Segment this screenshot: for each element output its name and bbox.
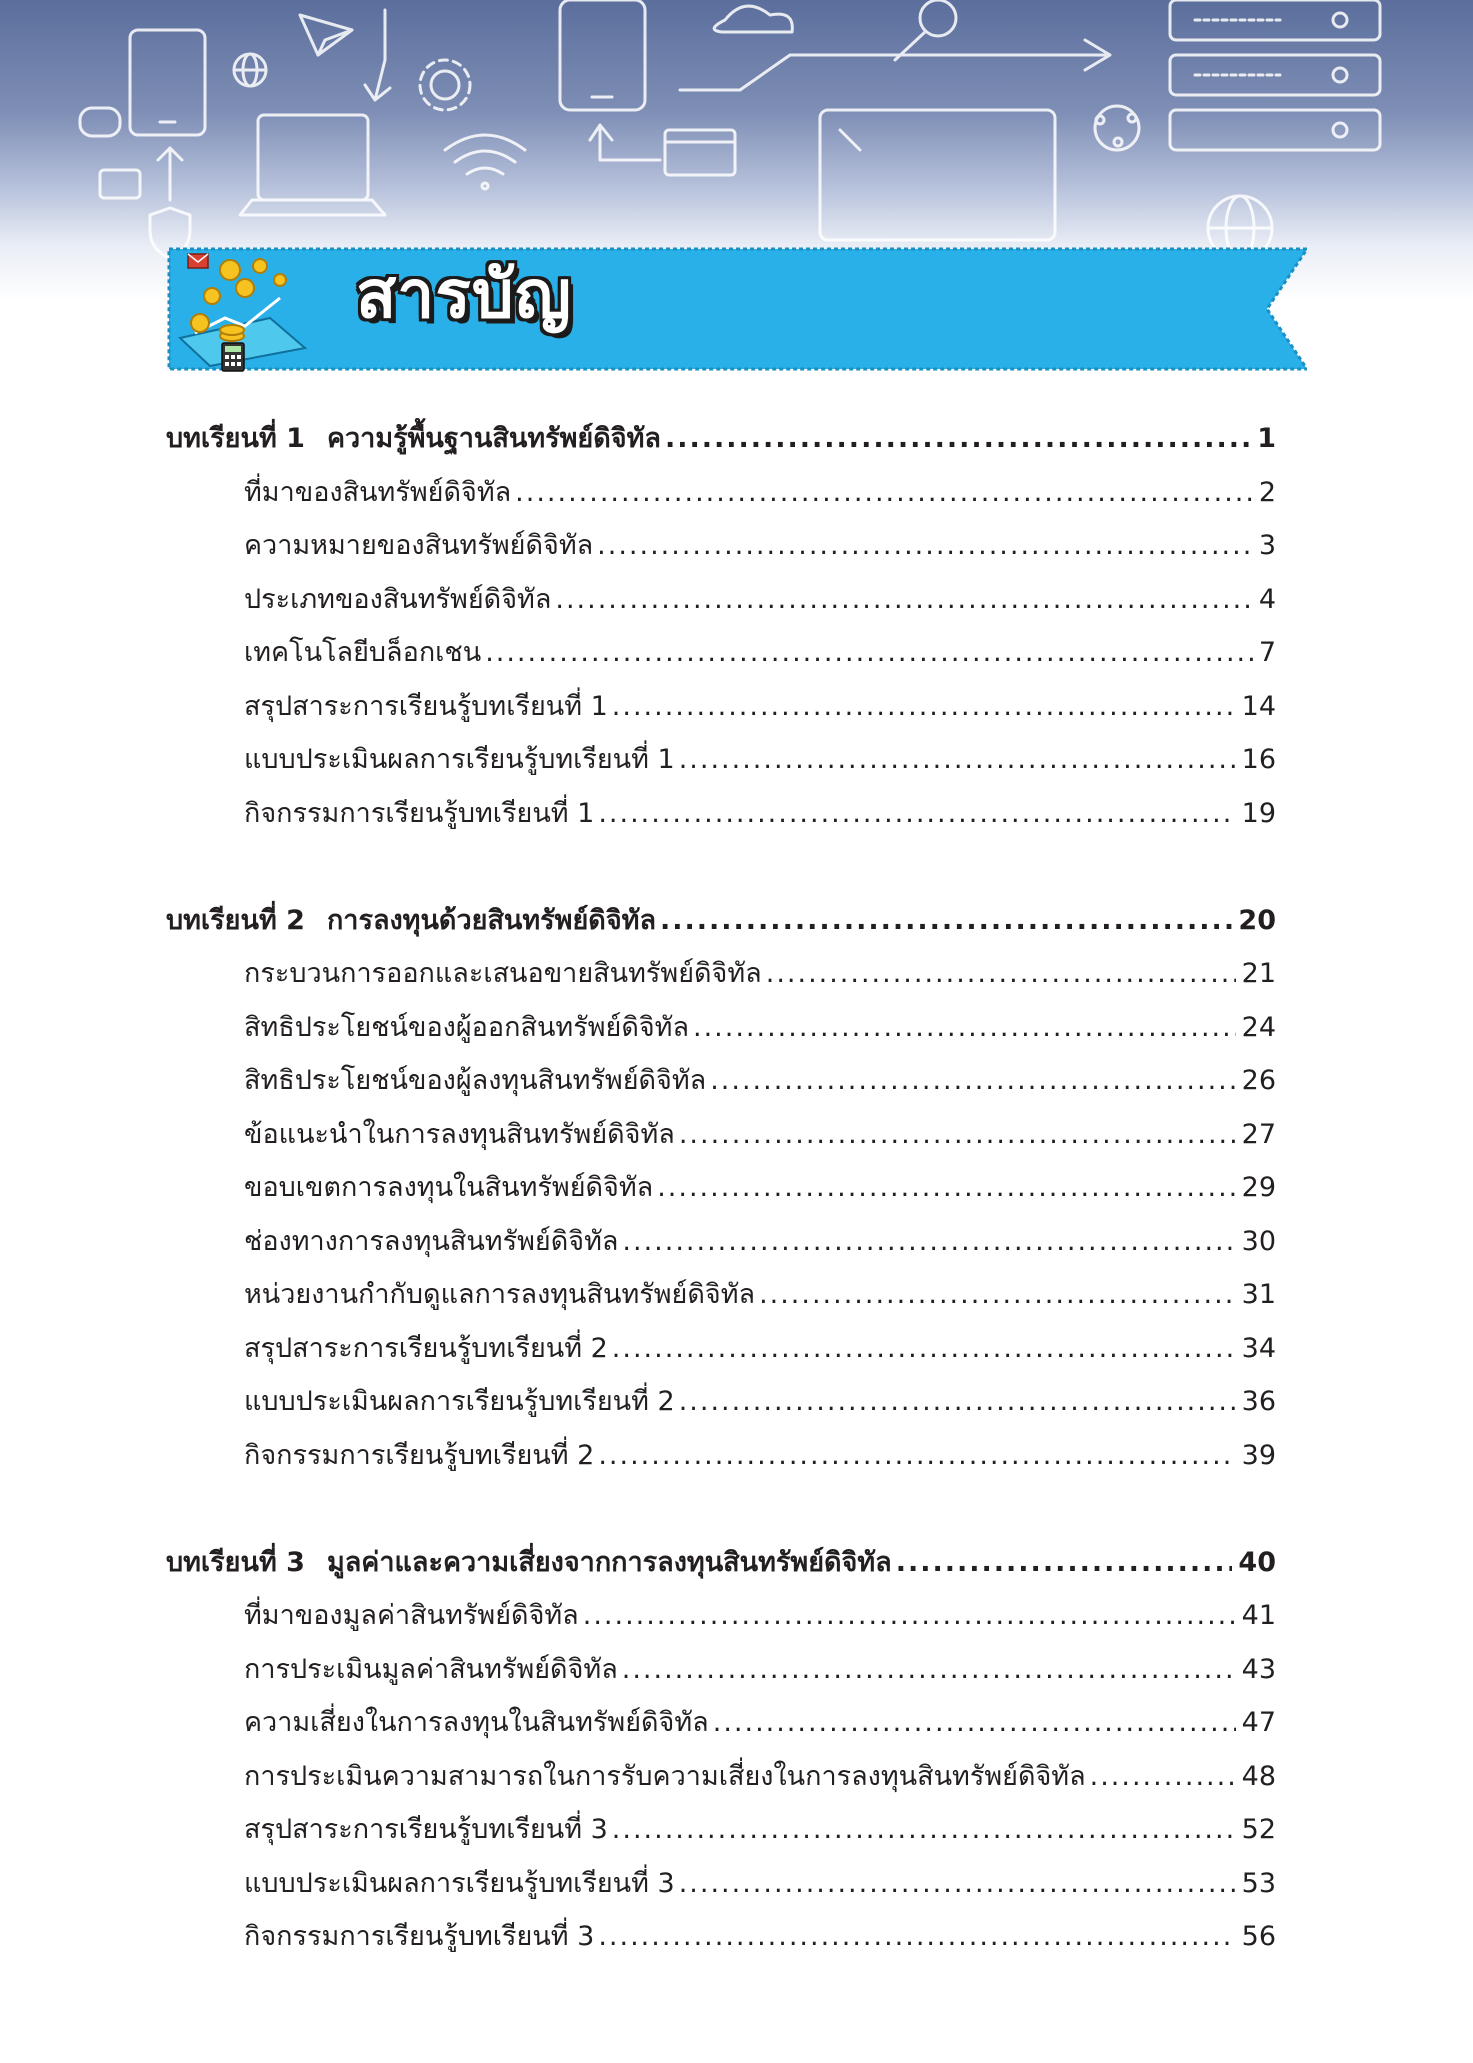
item-title: แบบประเมินผลการเรียนรู้บทเรียนที่ 3: [244, 1868, 675, 1899]
page-number: 21: [1241, 958, 1276, 989]
dot-leader: [896, 1545, 1233, 1581]
toc-item[interactable]: [244, 1438, 1276, 1478]
dot-leader: [679, 1384, 1236, 1420]
toc-item[interactable]: [244, 635, 1276, 675]
chapter-number: บทเรียนที่ 3: [166, 1547, 305, 1578]
toc-item[interactable]: [244, 528, 1276, 568]
page-number: 48: [1241, 1761, 1276, 1792]
dot-leader: [622, 1224, 1235, 1260]
toc-item[interactable]: [244, 1812, 1276, 1852]
toc-item[interactable]: [244, 1652, 1276, 1692]
chapter-2-entry[interactable]: [166, 903, 1276, 943]
dot-leader: [710, 1063, 1235, 1099]
item-title: กิจกรรมการเรียนรู้บทเรียนที่ 3: [244, 1921, 595, 1952]
item-title: ที่มาของมูลค่าสินทรัพย์ดิจิทัล: [244, 1600, 579, 1631]
page-number: 36: [1241, 1386, 1276, 1417]
page-number: 7: [1258, 637, 1276, 668]
dot-leader: [583, 1598, 1236, 1634]
dot-leader: [612, 689, 1236, 725]
page-number: 14: [1241, 691, 1276, 722]
item-title: ที่มาของสินทรัพย์ดิจิทัล: [244, 477, 512, 508]
chapter-number: บทเรียนที่ 2: [166, 905, 305, 936]
toc-item[interactable]: [244, 1063, 1276, 1103]
toc-item[interactable]: [244, 796, 1276, 836]
chapter-3-entry[interactable]: [166, 1545, 1276, 1585]
toc-item[interactable]: [244, 1224, 1276, 1264]
item-title: กิจกรรมการเรียนรู้บทเรียนที่ 1: [244, 798, 595, 829]
toc-item[interactable]: [244, 956, 1276, 996]
dot-leader: [555, 582, 1252, 618]
toc-item[interactable]: [244, 1384, 1276, 1424]
dot-leader: [657, 1170, 1235, 1206]
page-number: 24: [1241, 1012, 1276, 1043]
page-number: 1: [1257, 423, 1276, 454]
toc-item[interactable]: [244, 1170, 1276, 1210]
dot-leader: [1090, 1759, 1236, 1795]
toc-item[interactable]: [244, 1598, 1276, 1638]
toc-item[interactable]: [244, 475, 1276, 515]
dot-leader: [713, 1705, 1236, 1741]
calculator-icon: [222, 343, 244, 371]
dot-leader: [598, 1438, 1235, 1474]
dot-leader: [515, 475, 1253, 511]
dot-leader: [485, 635, 1253, 671]
chat-icon: [80, 108, 120, 136]
item-title: สรุปสาระการเรียนรู้บทเรียนที่ 1: [244, 691, 608, 722]
dot-leader: [759, 1277, 1236, 1313]
toc-item[interactable]: [244, 1331, 1276, 1371]
item-title: ช่องทางการลงทุนสินทรัพย์ดิจิทัล: [244, 1226, 619, 1257]
dot-leader: [693, 1010, 1236, 1046]
toc-item[interactable]: [244, 689, 1276, 729]
globe-icon: [234, 54, 266, 86]
item-title: หน่วยงานกำกับดูแลการลงทุนสินทรัพย์ดิจิทัล: [244, 1279, 756, 1310]
page-number: 31: [1241, 1279, 1276, 1310]
gear-icon: [420, 60, 470, 110]
item-title: ความเสี่ยงในการลงทุนในสินทรัพย์ดิจิทัล: [244, 1707, 709, 1738]
page-number: 27: [1241, 1119, 1276, 1150]
server-icon: [1170, 0, 1380, 150]
chapter-title: ความรู้พื้นฐานสินทรัพย์ดิจิทัล: [326, 423, 661, 454]
toc-item[interactable]: [244, 1866, 1276, 1906]
chapter-title: มูลค่าและความเสี่ยงจากการลงทุนสินทรัพย์ดิจิทัล: [326, 1547, 892, 1578]
page-number: 4: [1258, 584, 1276, 615]
page-number: 26: [1241, 1065, 1276, 1096]
tablet-icon: [130, 30, 205, 135]
page-number: 2: [1258, 477, 1276, 508]
page-number: 29: [1241, 1172, 1276, 1203]
dot-leader: [679, 1117, 1236, 1153]
toc-item[interactable]: [244, 1759, 1276, 1799]
dot-leader: [665, 421, 1251, 457]
dot-leader: [679, 1866, 1236, 1902]
item-title: ขอบเขตการลงทุนในสินทรัพย์ดิจิทัล: [244, 1172, 654, 1203]
page-number: 41: [1241, 1600, 1276, 1631]
page-number: 3: [1258, 530, 1276, 561]
item-title: ข้อแนะนำในการลงทุนสินทรัพย์ดิจิทัล: [244, 1119, 675, 1150]
wifi-icon: [445, 135, 525, 189]
coins-icon: [170, 248, 310, 373]
page-number: 40: [1238, 1547, 1276, 1578]
item-title: กิจกรรมการเรียนรู้บทเรียนที่ 2: [244, 1440, 595, 1471]
item-title: ความหมายของสินทรัพย์ดิจิทัล: [244, 530, 594, 561]
item-title: แบบประเมินผลการเรียนรู้บทเรียนที่ 1: [244, 744, 675, 775]
toc-item[interactable]: [244, 742, 1276, 782]
page-number: 39: [1241, 1440, 1276, 1471]
item-title: สรุปสาระการเรียนรู้บทเรียนที่ 2: [244, 1333, 608, 1364]
toc-item[interactable]: [244, 1919, 1276, 1959]
page-number: 16: [1241, 744, 1276, 775]
dot-leader: [622, 1652, 1236, 1688]
toc-item[interactable]: [244, 1705, 1276, 1745]
item-title: การประเมินมูลค่าสินทรัพย์ดิจิทัล: [244, 1654, 618, 1685]
smartphone-icon: [560, 0, 645, 110]
page-number: 43: [1241, 1654, 1276, 1685]
laptop-icon: [240, 115, 385, 215]
dot-leader: [679, 742, 1236, 778]
monitor-icon: [820, 110, 1055, 240]
page-number: 34: [1241, 1333, 1276, 1364]
dot-leader: [660, 903, 1232, 939]
paper-plane-icon: [300, 15, 352, 55]
page-number: 19: [1241, 798, 1276, 829]
toc-item[interactable]: [244, 1277, 1276, 1317]
page-number: 52: [1241, 1814, 1276, 1845]
coins-illustration: [170, 248, 310, 373]
item-title: สิทธิประโยชน์ของผู้ลงทุนสินทรัพย์ดิจิทัล: [244, 1065, 707, 1096]
chapter-title: การลงทุนด้วยสินทรัพย์ดิจิทัล: [326, 905, 656, 936]
item-title: เทคโนโลยีบล็อกเชน: [244, 637, 482, 668]
page-number: 30: [1241, 1226, 1276, 1257]
dot-leader: [612, 1812, 1236, 1848]
item-title: การประเมินความสามารถในการรับความเสี่ยงในการลงทุนสินทรัพย์ดิจิทัล: [244, 1761, 1086, 1792]
toc-item[interactable]: [244, 582, 1276, 622]
dot-leader: [597, 528, 1253, 564]
dot-leader: [598, 1919, 1235, 1955]
item-title: กระบวนการออกและเสนอขายสินทรัพย์ดิจิทัล: [244, 958, 762, 989]
title-ribbon: [165, 243, 1307, 376]
page-number: 56: [1241, 1921, 1276, 1952]
magnifier-icon: [895, 0, 956, 60]
item-title: สรุปสาระการเรียนรู้บทเรียนที่ 3: [244, 1814, 608, 1845]
dot-leader: [766, 956, 1236, 992]
chapter-number: บทเรียนที่ 1: [166, 423, 305, 454]
toc-item[interactable]: [244, 1010, 1276, 1050]
page-title: สารบัญ: [356, 256, 572, 333]
dot-leader: [612, 1331, 1236, 1367]
toc-item[interactable]: [244, 1117, 1276, 1157]
dot-leader: [598, 796, 1235, 832]
page-number: 53: [1241, 1868, 1276, 1899]
item-title: แบบประเมินผลการเรียนรู้บทเรียนที่ 2: [244, 1386, 675, 1417]
item-title: สิทธิประโยชน์ของผู้ออกสินทรัพย์ดิจิทัล: [244, 1012, 690, 1043]
chapter-1-entry[interactable]: [166, 421, 1276, 461]
ribbon-shape: [165, 243, 1307, 376]
page-number: 47: [1241, 1707, 1276, 1738]
item-title: ประเภทของสินทรัพย์ดิจิทัล: [244, 584, 552, 615]
page-number: 20: [1238, 905, 1276, 936]
